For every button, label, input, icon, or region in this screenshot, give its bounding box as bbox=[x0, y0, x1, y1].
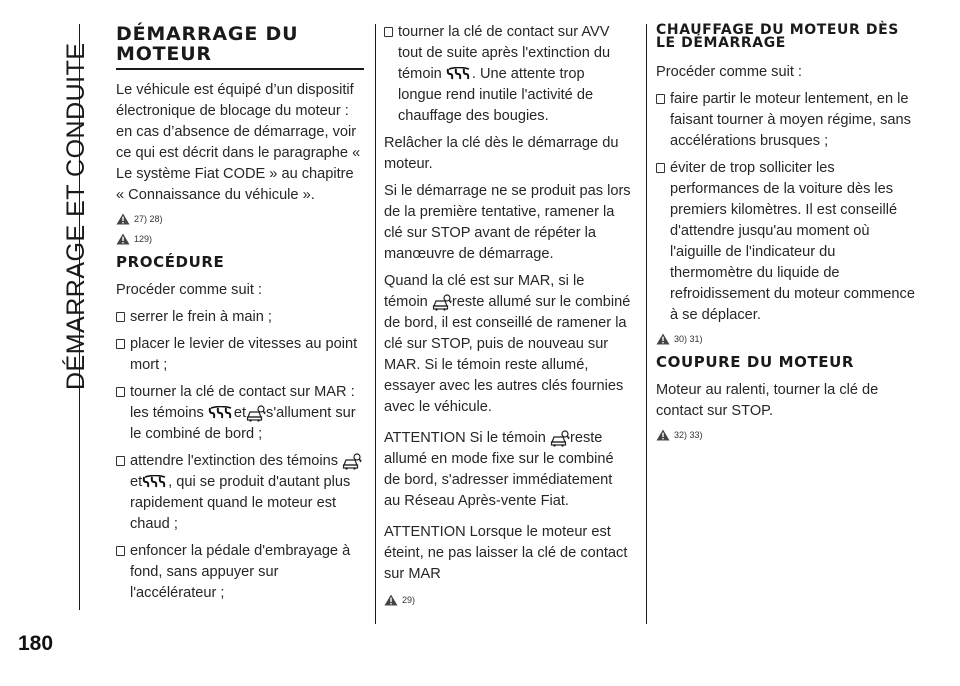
paragraph bbox=[384, 271, 632, 418]
reference-numbers: 129) bbox=[134, 234, 153, 244]
list-item-text: , qui se produit d'autant plus rapidement quand le moteur est chaud ; bbox=[130, 474, 351, 532]
paragraph-text: Quand la clé est sur MAR, si le témoin bbox=[384, 273, 585, 310]
reference-numbers: 32) 33) bbox=[674, 430, 703, 440]
list-item bbox=[116, 334, 364, 376]
immobilizer-warning-icon bbox=[550, 430, 570, 447]
checkbox-bullet-icon bbox=[116, 312, 125, 322]
checkbox-bullet-icon bbox=[116, 546, 125, 556]
warning-triangle-icon bbox=[116, 233, 130, 245]
chapter-title: DÉMARRAGE ET CONDUITE bbox=[62, 42, 90, 390]
section-title-engine-stop: COUPURE DU MOTEUR bbox=[656, 353, 855, 371]
reference-numbers: 29) bbox=[402, 595, 416, 605]
checkbox-bullet-icon bbox=[656, 94, 665, 104]
glow-plug-warning-icon bbox=[446, 67, 472, 81]
paragraph-text: reste allumé sur le combiné de bord, il est conseillé de ramener la clé sur STOP, puis de nouveau sur MAR. Si le témoin reste allumé, essayer avec les autres clés fournies avec le véhicule. bbox=[384, 294, 631, 415]
warmup-intro: Procéder comme suit : bbox=[656, 64, 802, 80]
warning-references bbox=[656, 428, 920, 442]
checkbox-bullet-icon bbox=[116, 387, 125, 397]
intro-paragraph: Le véhicule est équipé d’un dispositif électronique de blocage du moteur : en cas d’absence de démarrage, voir ce qui est décrit dans le paragraphe « Le système Fiat CODE » au chapitre « Connaissance du véhicule ». bbox=[116, 82, 361, 203]
column-left bbox=[116, 22, 364, 610]
list-item-text: serrer le frein à main ; bbox=[130, 309, 272, 325]
caution-references bbox=[384, 593, 632, 607]
procedure-intro: Procéder comme suit : bbox=[116, 282, 262, 298]
checkbox-bullet-icon bbox=[116, 456, 125, 466]
list-item-text: éviter de trop solliciter les performances de la voiture dès les premiers kilomètres. Il est conseillé d'attendre jusqu'au moment où l'aiguille de l'indicateur du thermomètre du liquide de refroidissement du moteur commence à se déplacer. bbox=[670, 160, 915, 323]
attention-text: ATTENTION Si le témoin bbox=[384, 430, 546, 446]
checkbox-bullet-icon bbox=[656, 163, 665, 173]
warning-triangle-icon bbox=[656, 429, 670, 441]
attention-text: reste allumé en mode fixe sur le combiné de bord, s'adresser immédiatement au Réseau Après-vente Fiat. bbox=[384, 430, 614, 509]
glow-plug-warning-icon bbox=[142, 475, 168, 489]
list-item-text: enfoncer la pédale d'embrayage à fond, sans appuyer sur l'accélérateur ; bbox=[130, 543, 351, 601]
list-item-text: tourner la clé de contact sur AVV tout de suite après l'extinction du témoin bbox=[398, 24, 611, 82]
immobilizer-warning-icon bbox=[432, 294, 452, 311]
immobilizer-warning-icon bbox=[342, 453, 362, 470]
column-middle bbox=[384, 22, 632, 613]
list-item bbox=[384, 22, 632, 127]
list-item-text: et bbox=[130, 474, 143, 490]
list-item bbox=[656, 158, 920, 326]
warning-triangle-icon bbox=[384, 594, 398, 606]
section-title-engine-warmup: CHAUFFAGE DU MOTEUR DÈS LE DÉMARRAGE bbox=[656, 22, 899, 51]
list-item bbox=[116, 307, 364, 328]
list-item-text: s'allument sur le combiné de bord ; bbox=[130, 405, 356, 442]
attention-note: ATTENTION Lorsque le moteur est éteint, ne pas laisser la clé de contact sur MAR bbox=[384, 524, 628, 582]
list-item bbox=[116, 382, 364, 445]
section-title-procedure: PROCÉDURE bbox=[116, 253, 225, 271]
list-item-text: faire partir le moteur lentement, en le faisant tourner à moyen régime, sans accélérations brusques ; bbox=[670, 91, 911, 149]
reference-numbers: 30) 31) bbox=[674, 334, 703, 344]
list-item-text: tourner la clé de contact sur MAR : les témoins bbox=[130, 384, 355, 421]
paragraph: Moteur au ralenti, tourner la clé de contact sur STOP. bbox=[656, 382, 879, 419]
list-item-text: . Une attente trop longue rend inutile l'activité de chauffage des bougies. bbox=[398, 66, 594, 124]
glow-plug-warning-icon bbox=[208, 406, 234, 420]
warning-triangle-icon bbox=[656, 333, 670, 345]
list-item-text: attendre l'extinction des témoins bbox=[130, 453, 339, 469]
column-right bbox=[656, 22, 920, 448]
warning-references bbox=[116, 212, 364, 226]
paragraph: Si le démarrage ne se produit pas lors de la première tentative, ramener la clé sur STOP avant de répéter la manœuvre de démarrage. bbox=[384, 183, 631, 262]
paragraph: Relâcher la clé dès le démarrage du moteur. bbox=[384, 135, 619, 172]
section-title-engine-start: DÉMARRAGE DU MOTEUR bbox=[116, 22, 364, 70]
checkbox-bullet-icon bbox=[384, 27, 393, 37]
reference-numbers: 27) 28) bbox=[134, 214, 163, 224]
checkbox-bullet-icon bbox=[116, 339, 125, 349]
list-item bbox=[656, 89, 920, 152]
list-item bbox=[116, 541, 364, 604]
immobilizer-warning-icon bbox=[246, 405, 266, 422]
warning-triangle-icon bbox=[116, 213, 130, 225]
list-item bbox=[116, 451, 364, 535]
column-divider bbox=[646, 24, 647, 624]
caution-references bbox=[116, 232, 364, 246]
page-number: 180 bbox=[18, 632, 54, 655]
warning-references bbox=[656, 332, 920, 346]
attention-note bbox=[384, 428, 632, 512]
list-item-text: placer le levier de vitesses au point mort ; bbox=[130, 336, 358, 373]
list-item-text: et bbox=[233, 405, 247, 421]
column-divider bbox=[375, 24, 376, 624]
chapter-side-tab bbox=[18, 24, 90, 610]
